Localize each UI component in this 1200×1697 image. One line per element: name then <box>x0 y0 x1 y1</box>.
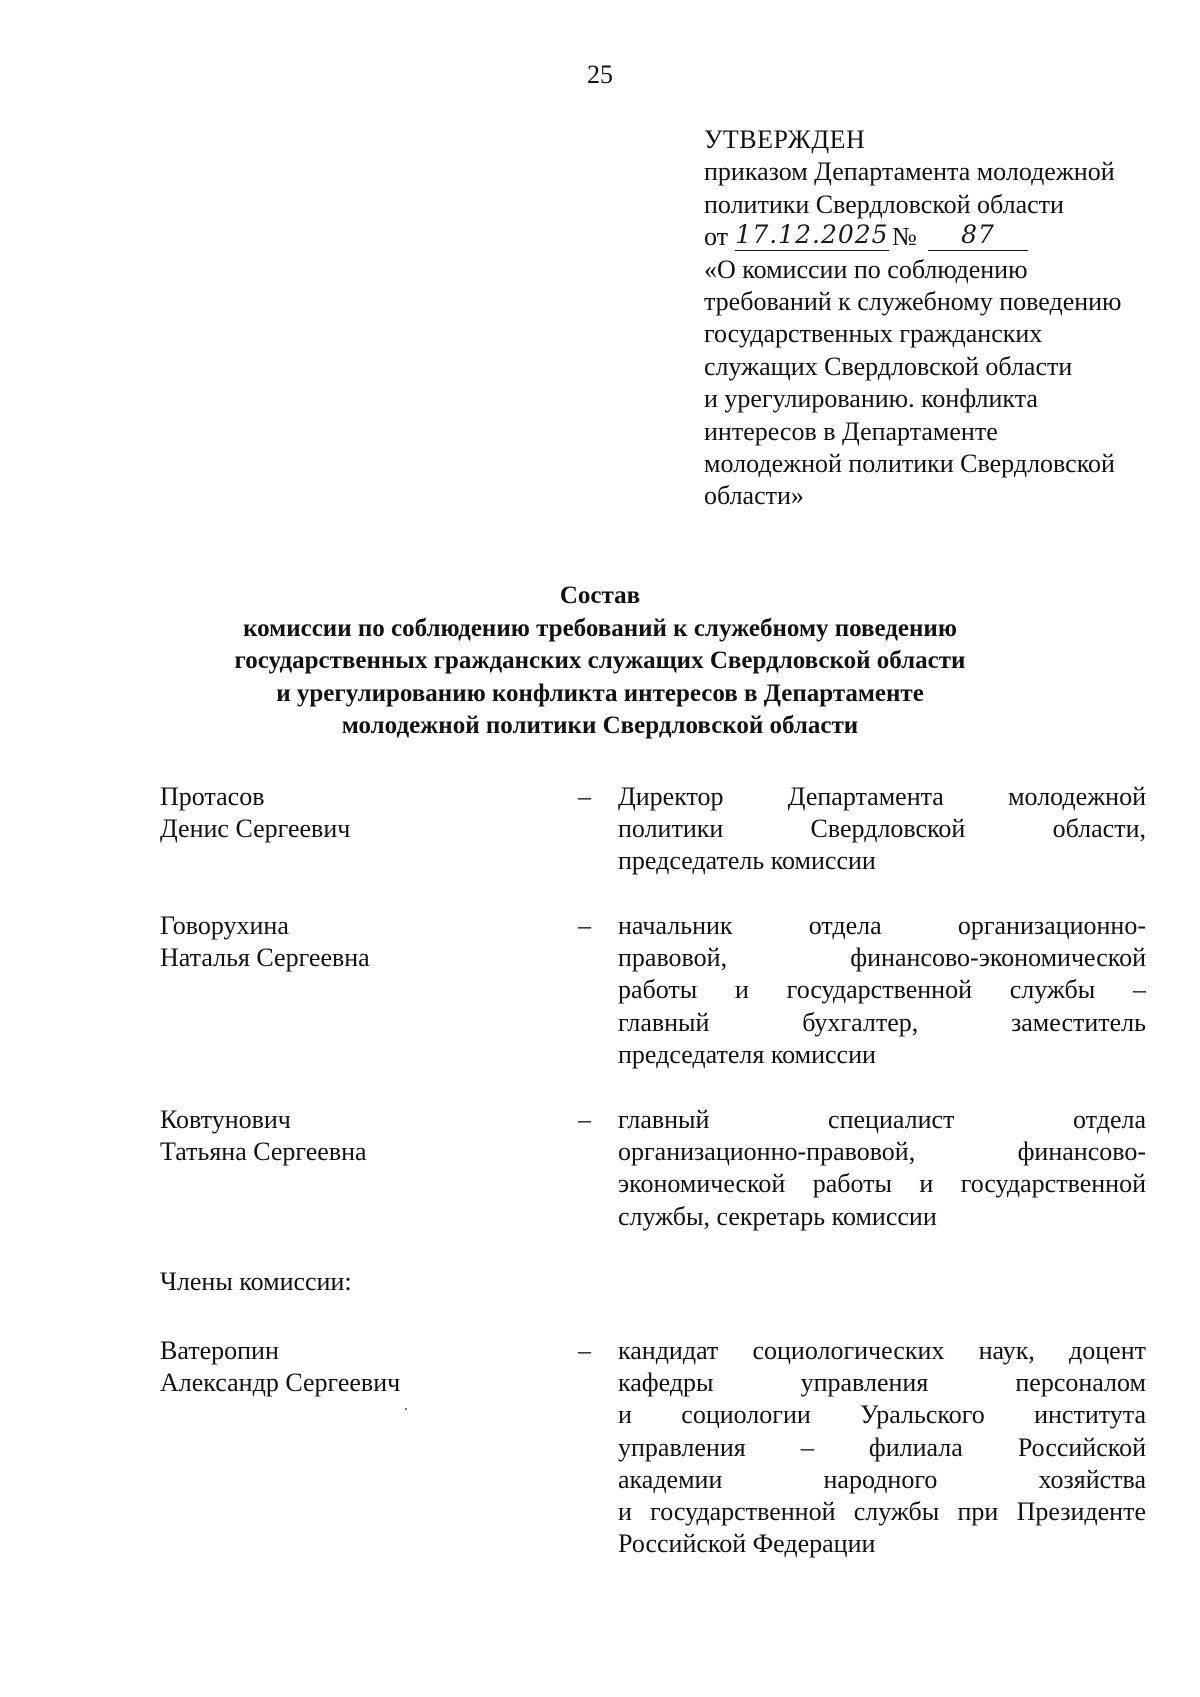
title-line: комиссии по соблюдению требований к служебному поведению <box>243 614 957 642</box>
approved-heading: УТВЕРЖДЕН <box>704 125 866 154</box>
position-line: начальник отдела организационно- <box>618 911 1146 940</box>
dash-separator: – <box>578 911 591 940</box>
position-line: экономической работы и государственной <box>618 1169 1146 1199</box>
member-position <box>618 1335 1146 1560</box>
approval-line: приказом Департамента молодежной <box>704 157 1115 187</box>
member-name <box>160 910 540 974</box>
member-name <box>160 781 540 845</box>
order-subject-line: интересов в Департаменте <box>704 416 998 446</box>
position-line: и социологии Уральского института <box>618 1400 1146 1430</box>
order-subject-line: молодежной политики Свердловской <box>704 449 1115 479</box>
scan-speck <box>405 1408 407 1410</box>
member-name <box>160 1104 540 1168</box>
title-heading: Состав <box>559 582 641 609</box>
position-line: и государственной службы при Президенте <box>618 1497 1146 1527</box>
position-line: правовой, финансово-экономической <box>618 943 1146 973</box>
date-prefix: от <box>704 222 729 252</box>
order-subject-line: государственных гражданских <box>704 319 1043 349</box>
order-date-number-line <box>704 221 1184 253</box>
page-number: 25 <box>587 60 613 89</box>
title-line: молодежной политики Свердловской области <box>341 712 859 740</box>
position-line: управления – филиала Российской <box>618 1432 1146 1462</box>
member-given-name: Наталья Сергеевна <box>160 943 370 973</box>
order-date-handwritten: 17.12.2025 <box>735 220 889 250</box>
title-line: государственных гражданских служащих Свердловской области <box>234 647 966 675</box>
order-subject-line: и урегулированию. конфликта <box>704 384 1038 414</box>
position-line: председателя комиссии <box>618 1039 876 1069</box>
position-line: Директор Департамента молодежной <box>618 782 1146 811</box>
approval-stamp-block <box>704 124 1184 513</box>
member-name <box>160 1335 540 1399</box>
dash-separator: – <box>578 1105 591 1134</box>
position-line: работы и государственной службы – <box>618 975 1146 1005</box>
title-line: и урегулированию конфликта интересов в Департаменте <box>276 679 924 707</box>
order-subject-line: служащих Свердловской области <box>704 351 1073 381</box>
member-position <box>618 1104 1146 1233</box>
position-line: кафедры управления персоналом <box>618 1368 1146 1398</box>
member-surname: Говорухина <box>160 911 289 940</box>
position-line: организационно-правовой, финансово- <box>618 1137 1146 1167</box>
number-sign: № <box>892 222 917 252</box>
document-title <box>0 580 1200 743</box>
member-given-name: Татьяна Сергеевна <box>160 1137 367 1167</box>
order-number-handwritten: 87 <box>928 221 1028 251</box>
position-line: главный специалист отдела <box>618 1105 1146 1134</box>
dash-separator: – <box>578 1336 591 1365</box>
member-surname: Ватеропин <box>160 1336 279 1365</box>
position-line: службы, секретарь комиссии <box>618 1201 937 1231</box>
order-subject-line: области» <box>704 481 804 511</box>
position-line: академии народного хозяйства <box>618 1464 1146 1494</box>
member-surname: Протасов <box>160 782 265 811</box>
member-position <box>618 910 1146 1071</box>
member-position <box>618 781 1146 878</box>
position-line: председатель комиссии <box>618 846 876 876</box>
position-line: главный бухгалтер, заместитель <box>618 1007 1146 1037</box>
position-line: Российской Федерации <box>618 1529 876 1559</box>
order-subject-line: требований к служебному поведению <box>704 287 1122 317</box>
order-subject-line: «О комиссии по соблюдению <box>704 254 1028 284</box>
position-line: кандидат социологических наук, доцент <box>618 1336 1146 1365</box>
member-given-name: Денис Сергеевич <box>160 814 351 844</box>
member-surname: Ковтунович <box>160 1105 291 1134</box>
member-given-name: Александр Сергеевич <box>160 1368 401 1398</box>
position-line: политики Свердловской области, <box>618 814 1146 844</box>
approval-line: политики Свердловской области <box>704 189 1064 219</box>
members-section-label: Члены комиссии: <box>160 1267 352 1296</box>
dash-separator: – <box>578 782 591 811</box>
